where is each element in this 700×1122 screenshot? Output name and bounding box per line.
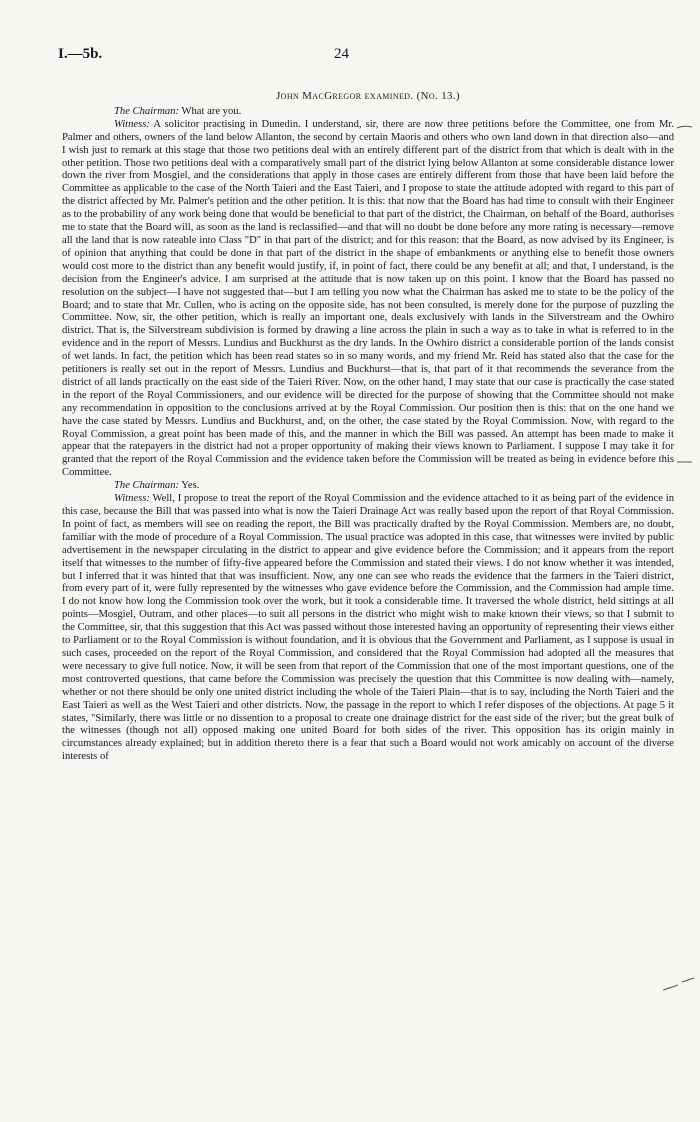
page-header <box>58 46 682 68</box>
paragraph-text: What are you. <box>179 105 242 117</box>
page-number: 24 <box>334 46 349 62</box>
margin-mark-upper <box>676 124 694 130</box>
paragraph-chairman-question <box>62 106 674 119</box>
paragraph-text: Well, I propose to treat the report of the Royal Commission and the evidence attached to it as being part of the evidence in this case, because the Bill that was passed into what is now the Taieri Drainage Act was really based upon the report of that Royal Commission. In point of fact, as members will see on reading the report, the Bill was practically drafted by the Royal Commission. Members are, no doubt, familiar with the mode of procedure of a Royal Commission. The usual practice was adopted in this case, that witnesses were invited by public advertisement in the newspaper circulating in the district to appear and give evidence before the Commission; and it appears from the report itself that witnesses to the number of fifty-five appeared before the Commission and stated their views. I do not know whether it was intended, but I inferred that it was hinted that that was insufficient. Now, any one can see who reads the evidence that the farmers in the Taieri district, from every part of it, were fully represented by the witnesses who gave evidence before the Commission, and the Commission had ample time. I do not know how long the Commission took over the work, but it took a considerable time. It traversed the whole district, held sittings at all points—Mosgiel, Outram, and other places—to suit all persons in the district who might wish to make known their views, so that I submit to the Committee, sir, that this suggestion that this Act was passed without those interested having an opportunity of representing their views either to Parliament or to the Royal Commission is without foundation, and it is obvious that the Government and Parliament, as I suppose is usual in such cases, proceeded on the report of the Royal Commission, and considered that the Royal Commission had adopted all the measures that were necessary to give full notice. Now, it will be seen from that report of the Commission that one of the most important questions, one of the most controverted questions, that came before the Commission was precisely the question that this Committee is now dealing with—namely, whether or not there should be only one united district including the whole of the Taieri Plain—that is to say, including the North Taieri and the East Taieri as well as the West Taieri and other districts. Now, the passage in the report to which I refer disposes of the objections. At page 5 it states, "Similarly, there was little or no dissention to a proposal to create one drainage district for the east side of the river; but the great bulk of the witnesses (though not all) opposed making one united Board for both sides of the river. This opposition has its origin mainly in circumstances already explained; but in addition thereto there is a fear that such a Board would not work amicably on account of the diverse interests of <box>62 493 674 763</box>
paragraph-witness-continuation <box>62 493 674 764</box>
margin-mark-lower <box>662 976 696 992</box>
paragraph-chairman-reply <box>62 480 674 493</box>
document-body <box>62 90 674 764</box>
margin-mark-middle <box>676 459 694 465</box>
speaker-label: The Chairman: <box>114 105 180 117</box>
paragraph-text: Yes. <box>179 480 200 492</box>
paragraph-text: A solicitor practising in Dunedin. I understand, sir, there are now three petitions before the Committee, one from Mr. Palmer and others, owners of the land below Allanton, the second by certain Maoris and others who own land down in that direction also—and I wish just to remark at this stage that those two petitions deal with an entirely different part of the district from that which is dealt with in the other petition. Those two petitions deal with a comparatively small part of the district lying below Allanton at some considerable distance lower down the river from Mosgiel, and the considerations that apply in those cases are entirely different from those that have been laid before the Committee as applicable to the case of the North Taieri and the East Taieri, and I propose to state the attitude adopted with regard to this part of the district affected by Mr. Palmer's petition and the other petition. It is this: that now that the Board has had time to consult with their Engineer as to the probability of any work being done that would be beneficial to that part of the district, the Chairman, on behalf of the Board, authorises me to state that the Board will, as soon as the land is reclassified—and that will no doubt be done before any more rating is necessary—remove all the land that is now rateable into Class "D" in that part of the district; and for this reason: that the Board, as now advised by its Engineer, is of opinion that anything that could be done in that part of the district in the shape of embankments or anything else to benefit those owners would cost more to the district than any benefit would justify, if, in point of fact, there could be any benefit at all; and that, I understand, is the decision from the Engineer's advice. I am surprised at the attitude that is now taken up on this point. I know that the Board has passed no resolution on the subject—I have not suggested that—but I am telling you now what the Chairman has asked me to state to be the policy of the Board; and to state that Mr. Cullen, who is acting on the opposite side, has not been consulted, is merely done for the purpose of puzzling the Committee. Now, sir, the other petition, which is really an important one, deals exclusively with lands in the Silverstream and the Owhiro district. That is, the Silverstream subdivision is formed by drawing a line across the plain in such a way as to take in what is referred to in the evidence and in the report of Messrs. Lundius and Buckhurst as the dry lands. In the Owhiro district a considerable portion of the lands consist of wet lands. In fact, the petition which has been read states so in so many words, and my friend Mr. Reid has stated also that the case for the petitioners is really set out in the report of Messrs. Lundius and Buckhurst—that is, that part of it that recommends the severance from the district of all lands practically on the east side of the Taieri River. Now, on the other hand, I may state that our case is practically the case stated in the report of the Royal Commissioners, and our evidence will be directed for the purpose of showing that the Committee should not make any recommendation in opposition to the conclusions arrived at by the Royal Commission. Our position then is this: that on the one hand we have the case stated by Messrs. Lundius and Buckhurst, and, on the other, the case stated by the Royal Commission. Now, with regard to the Royal Commission, a great point has been made of this, and the manner in which the Bill was passed. An attempt has been made to make it appear that the ratepayers in the district had not a proper opportunity of making their views known to Parliament. I suppose I may take it for granted that the report of the Royal Commission and the evidence taken before the Commission will be treated as being in evidence before this Committee. <box>62 118 674 479</box>
section-title: John MacGregor examined. (No. 13.) <box>276 90 460 102</box>
speaker-label: Witness: <box>114 493 150 505</box>
paragraph-witness-statement <box>62 119 674 480</box>
document-reference: I.—5b. <box>58 46 103 62</box>
speaker-label: Witness: <box>114 118 150 130</box>
speaker-label: The Chairman: <box>114 480 180 492</box>
